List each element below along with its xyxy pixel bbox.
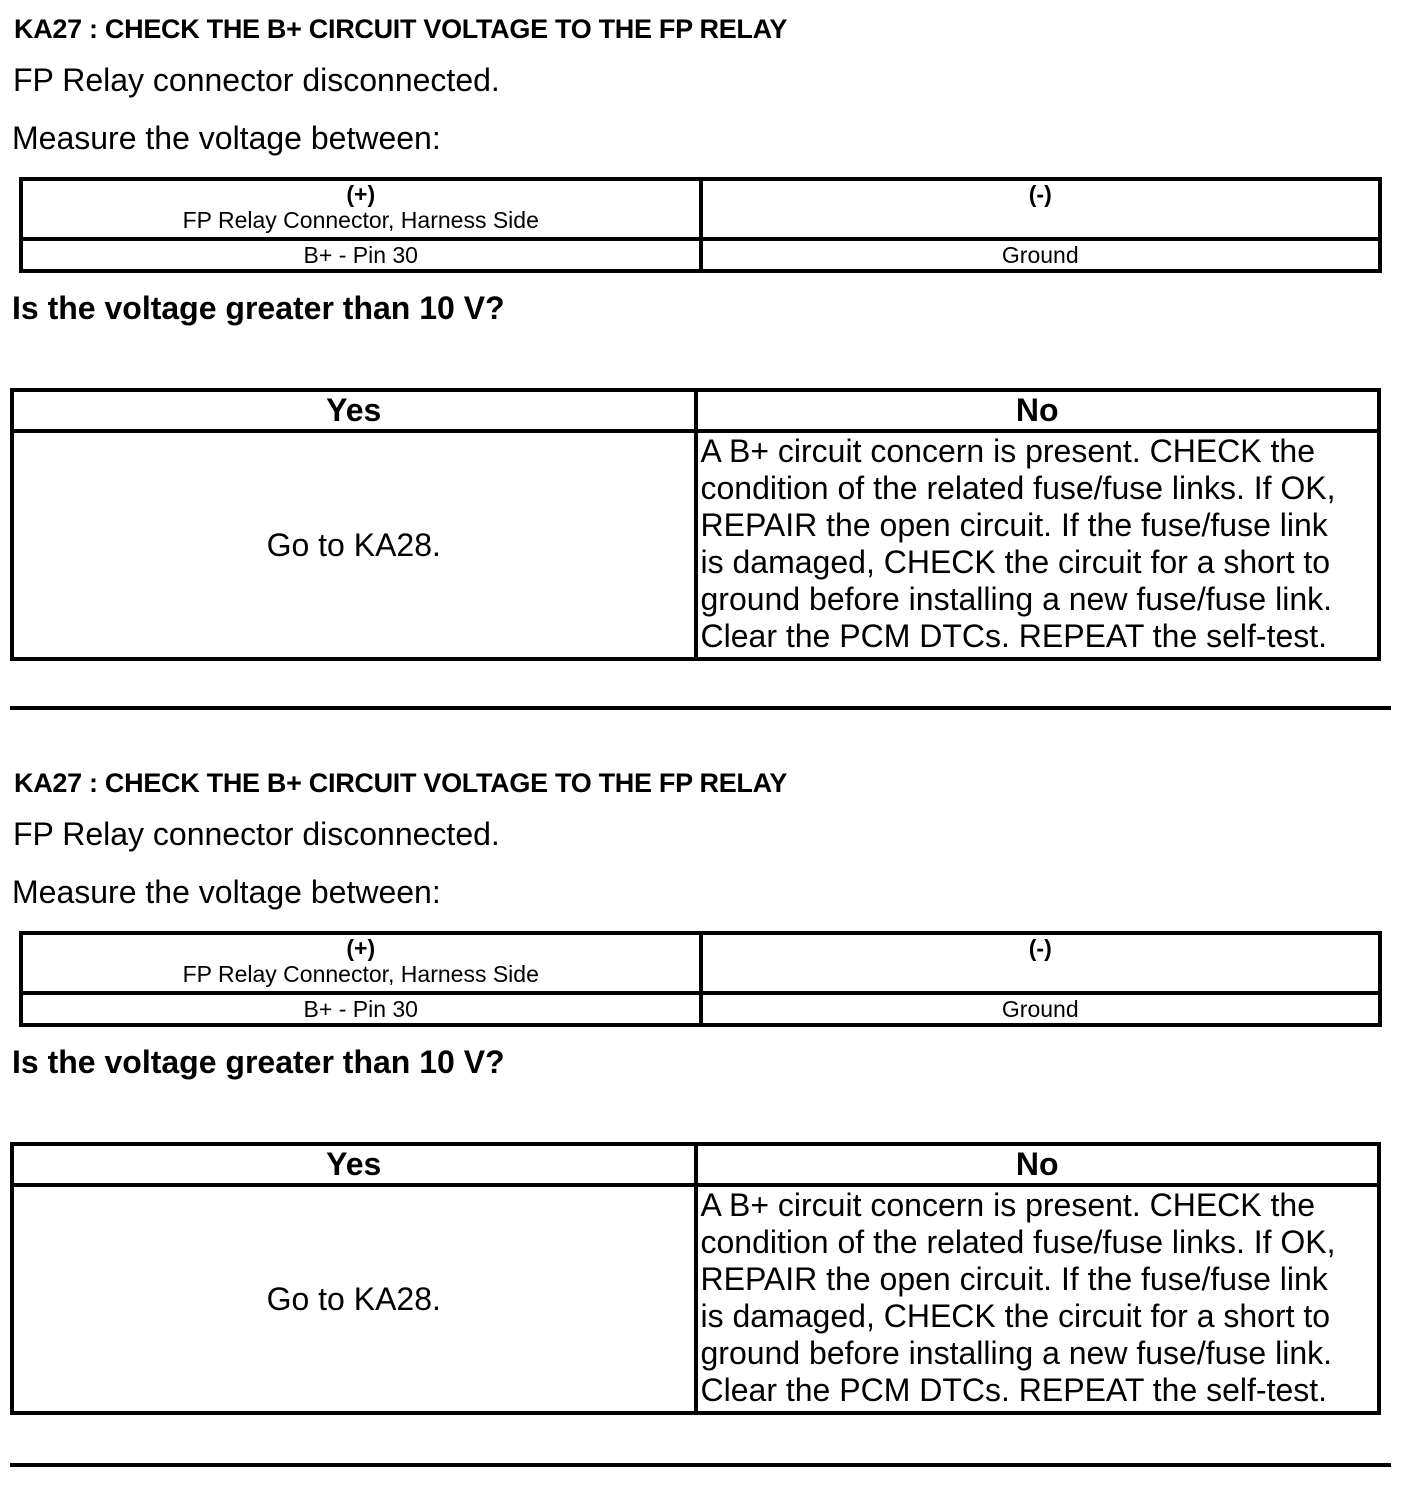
answer-body-row (12, 1185, 1379, 1413)
yes-header: Yes (12, 390, 696, 431)
test-condition: FP Relay connector disconnected. (13, 62, 500, 98)
answer-table (10, 388, 1381, 661)
no-action-line: condition of the related fuse/fuse links. If OK, (700, 470, 1336, 506)
step-title: KA27 : CHECK THE B+ CIRCUIT VOLTAGE TO THE FP RELAY (14, 768, 788, 798)
test-question: Is the voltage greater than 10 V? (12, 290, 505, 326)
measurement-table (19, 931, 1382, 1027)
negative-header-cell (701, 179, 1381, 239)
negative-value: Ground (701, 993, 1381, 1025)
measurement-value-row (21, 993, 1380, 1025)
step-title: KA27 : CHECK THE B+ CIRCUIT VOLTAGE TO THE FP RELAY (14, 14, 788, 44)
no-header: No (696, 390, 1380, 431)
no-action-line: is damaged, CHECK the circuit for a short to (700, 544, 1331, 580)
positive-value: B+ - Pin 30 (21, 993, 701, 1025)
no-action-line: Clear the PCM DTCs. REPEAT the self-test. (700, 618, 1328, 654)
no-action-line: REPAIR the open circuit. If the fuse/fuse link (700, 507, 1328, 543)
positive-sublabel: FP Relay Connector, Harness Side (182, 961, 539, 987)
no-header: No (696, 1144, 1380, 1185)
test-step-section (0, 754, 1408, 1508)
no-action-line: is damaged, CHECK the circuit for a short to (700, 1298, 1331, 1334)
measurement-header-row (21, 179, 1380, 239)
no-action (696, 431, 1380, 659)
measurement-header-row (21, 933, 1380, 993)
measurement-value-row (21, 239, 1380, 271)
no-action-line: REPAIR the open circuit. If the fuse/fuse link (700, 1261, 1328, 1297)
yes-header: Yes (12, 1144, 696, 1185)
no-action-line: A B+ circuit concern is present. CHECK the (700, 433, 1315, 469)
answer-header-row (12, 390, 1379, 431)
no-action (696, 1185, 1380, 1413)
no-action-line: ground before installing a new fuse/fuse link. (700, 1335, 1332, 1371)
section-divider (10, 1463, 1391, 1467)
no-action-line: Clear the PCM DTCs. REPEAT the self-test. (700, 1372, 1328, 1408)
negative-header-cell (701, 933, 1381, 993)
answer-header-row (12, 1144, 1379, 1185)
positive-value: B+ - Pin 30 (21, 239, 701, 271)
negative-value: Ground (701, 239, 1381, 271)
positive-header-cell (21, 179, 701, 239)
no-action-line: A B+ circuit concern is present. CHECK the (700, 1187, 1315, 1223)
no-action-line: condition of the related fuse/fuse links. If OK, (700, 1224, 1336, 1260)
yes-action: Go to KA28. (12, 431, 696, 659)
yes-action: Go to KA28. (12, 1185, 696, 1413)
positive-label: (+) (346, 935, 376, 961)
negative-label: (-) (1028, 935, 1052, 961)
positive-sublabel: FP Relay Connector, Harness Side (182, 207, 539, 233)
answer-table (10, 1142, 1381, 1415)
section-divider (10, 706, 1391, 710)
negative-label: (-) (1028, 181, 1052, 207)
measure-instruction: Measure the voltage between: (12, 874, 441, 910)
measure-instruction: Measure the voltage between: (12, 120, 441, 156)
answer-body-row (12, 431, 1379, 659)
test-question: Is the voltage greater than 10 V? (12, 1044, 505, 1080)
positive-label: (+) (346, 181, 376, 207)
test-condition: FP Relay connector disconnected. (13, 816, 500, 852)
measurement-table (19, 177, 1382, 273)
positive-header-cell (21, 933, 701, 993)
no-action-line: ground before installing a new fuse/fuse link. (700, 581, 1332, 617)
